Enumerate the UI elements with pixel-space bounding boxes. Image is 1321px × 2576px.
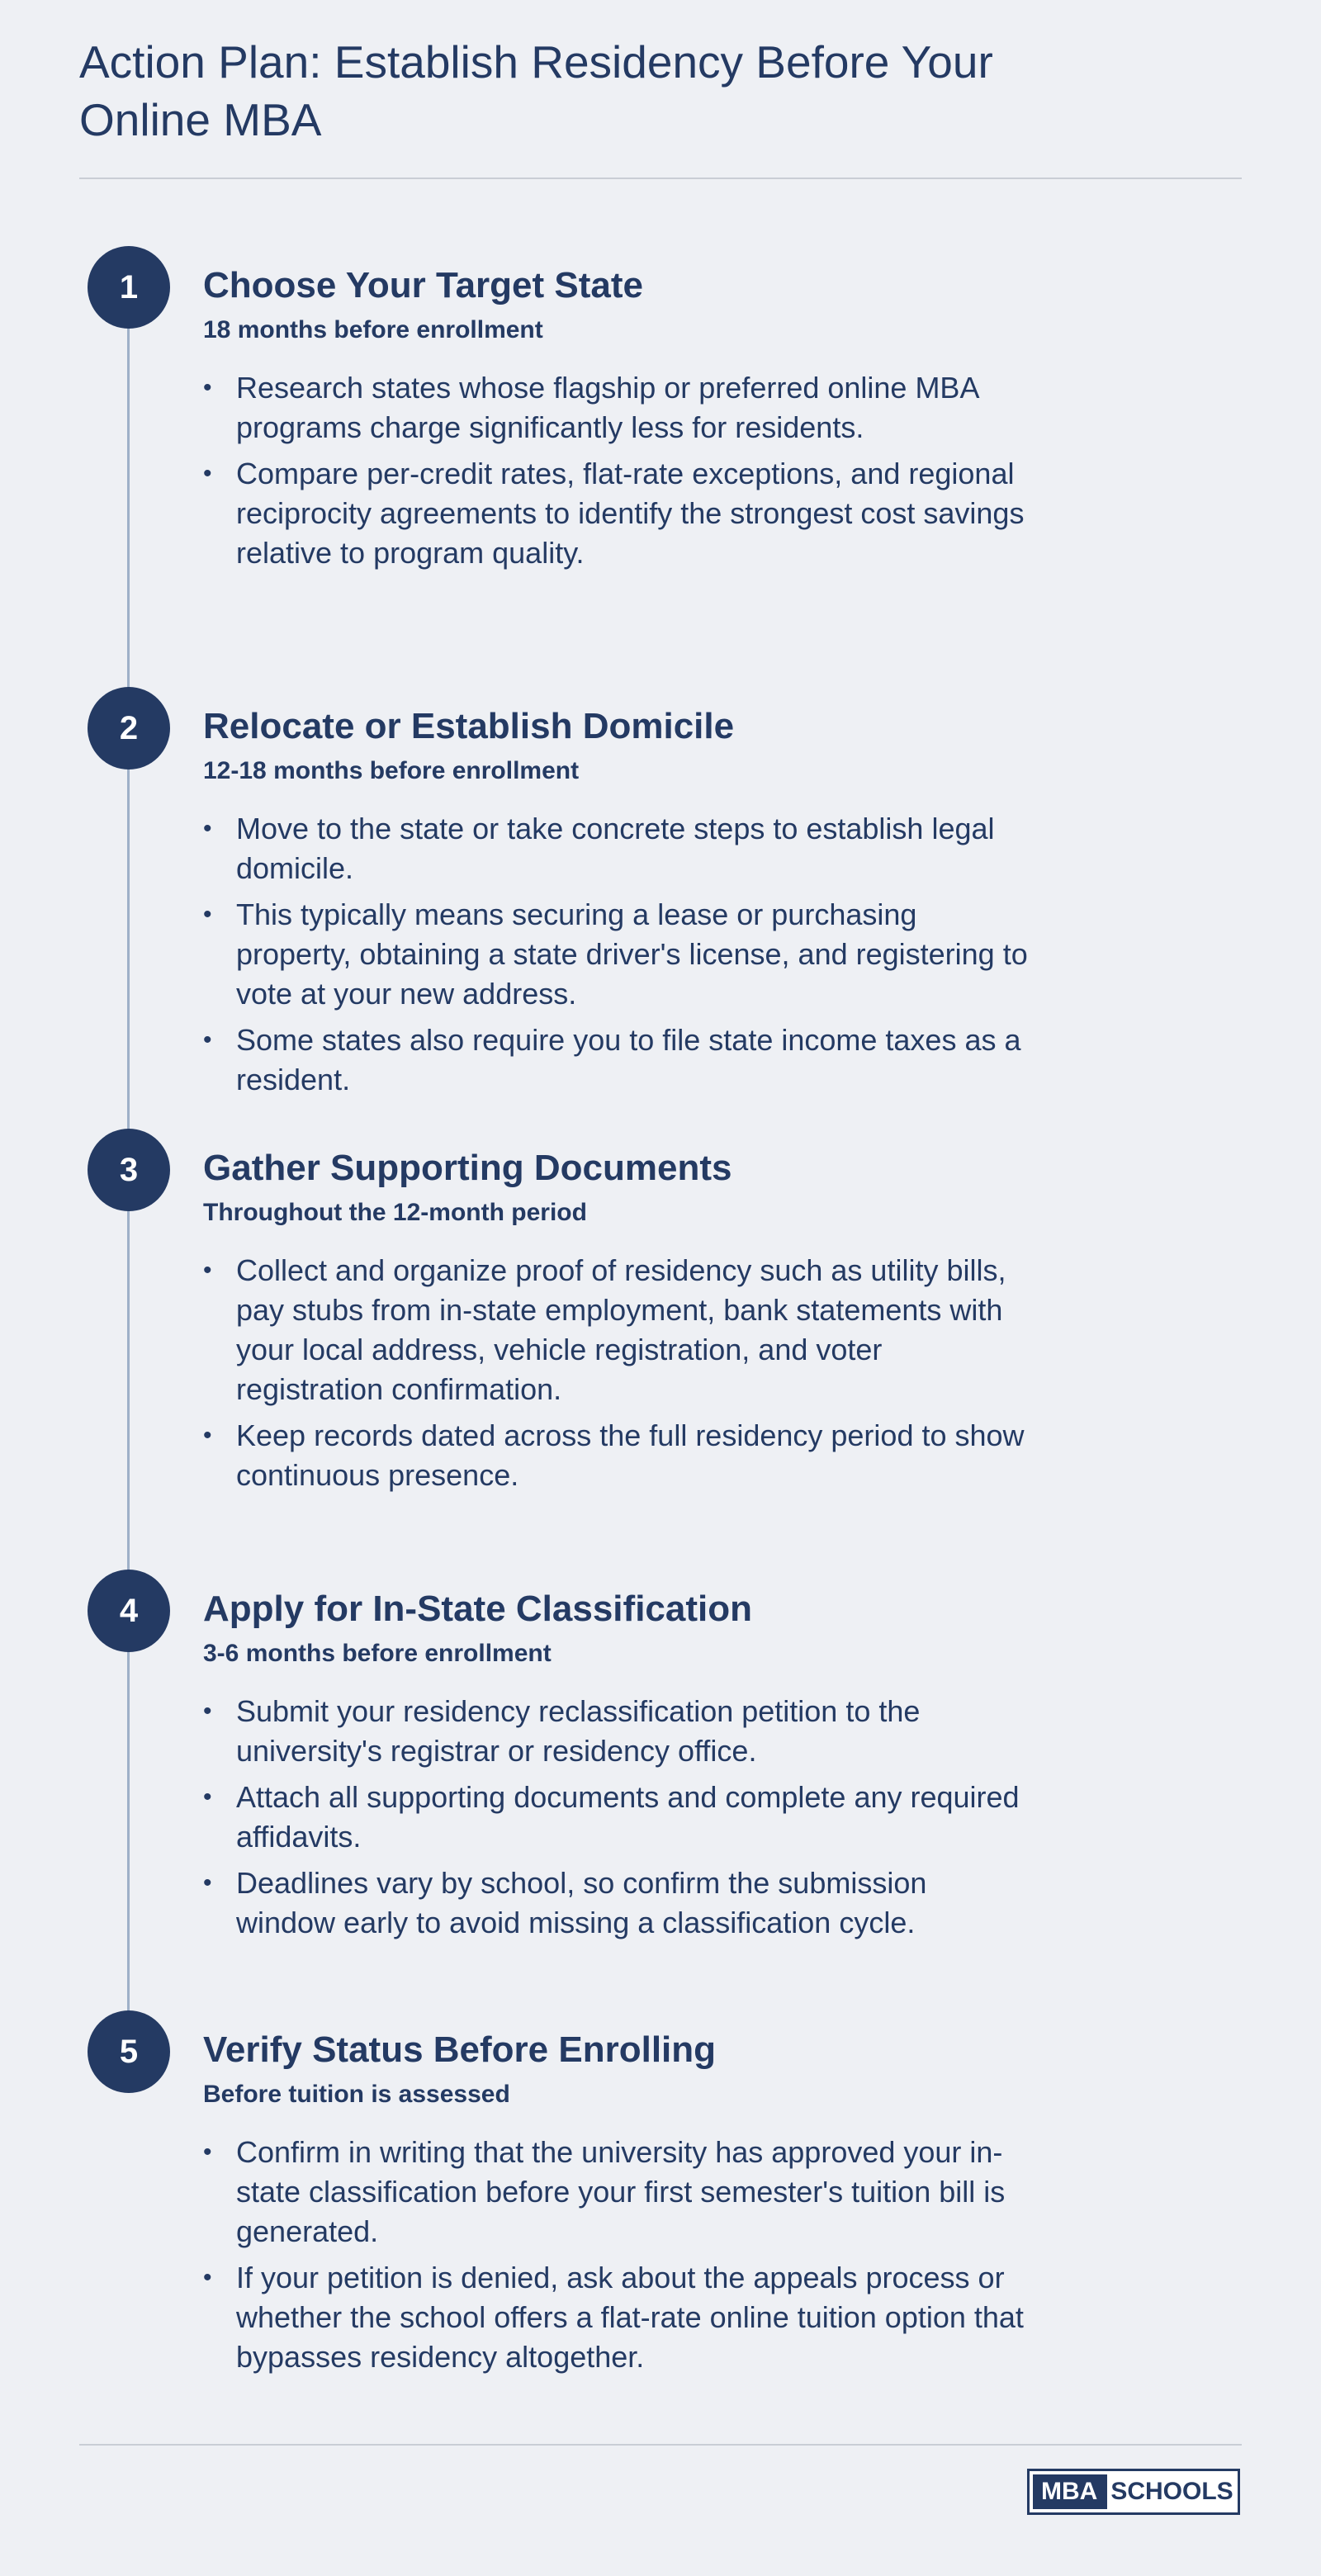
- step-bullet-list: [203, 809, 1029, 1106]
- step-bullet: • Collect and organize proof of residency such as utility bills, pay stubs from in-state employment, bank statements with your local address, vehicle registration, and voter registration confirmation.: [203, 1251, 1029, 1409]
- step-bullet: • Research states whose flagship or preferred online MBA programs charge significantly less for residents.: [203, 368, 1029, 447]
- logo-schools-text: SCHOOLS: [1110, 2478, 1233, 2505]
- step-bullet: • Deadlines vary by school, so confirm the submission window early to avoid missing a classification cycle.: [203, 1863, 1029, 1943]
- step-timing: 18 months before enrollment: [203, 316, 543, 343]
- step-title: Verify Status Before Enrolling: [203, 2029, 717, 2070]
- step-bullet: • Some states also require you to file state income taxes as a resident.: [203, 1020, 1029, 1100]
- step-number-badge: 1: [88, 246, 170, 329]
- step-bullet-list: [203, 2133, 1029, 2384]
- step-number-badge: 2: [88, 687, 170, 769]
- step-timing: 12-18 months before enrollment: [203, 757, 580, 784]
- step-title: Apply for In-State Classification: [203, 1589, 752, 1629]
- step-timing: Throughout the 12-month period: [203, 1199, 587, 1226]
- mba-schools-logo: [1027, 2469, 1240, 2515]
- step-bullet: • This typically means securing a lease or purchasing property, obtaining a state driver's license, and registering to vote at your new address.: [203, 895, 1029, 1014]
- step-number-badge: 4: [88, 1570, 170, 1652]
- step-timing: 3-6 months before enrollment: [203, 1640, 552, 1667]
- step-bullet: • Confirm in writing that the university has approved your in-state classification before your first semester's tuition bill is generated.: [203, 2133, 1029, 2252]
- step-bullet: • Submit your residency reclassification petition to the university's registrar or residency office.: [203, 1692, 1029, 1771]
- step-title: Gather Supporting Documents: [203, 1148, 732, 1188]
- step-bullet: • Keep records dated across the full residency period to show continuous presence.: [203, 1416, 1029, 1495]
- step-number-badge: 5: [88, 2010, 170, 2093]
- step-bullet: • Compare per-credit rates, flat-rate exceptions, and regional reciprocity agreements to identify the strongest cost savings relative to program quality.: [203, 454, 1029, 573]
- step-timing: Before tuition is assessed: [203, 2081, 510, 2108]
- header-divider: [79, 178, 1242, 179]
- step-title: Choose Your Target State: [203, 265, 643, 305]
- step-bullet-list: [203, 1251, 1029, 1502]
- step-bullet: • If your petition is denied, ask about the appeals process or whether the school offers a flat-rate online tuition option that bypasses residency altogether.: [203, 2258, 1029, 2377]
- footer-divider: [79, 2444, 1242, 2446]
- step-number-badge: 3: [88, 1129, 170, 1211]
- page-title: Action Plan: Establish Residency Before Your Online MBA: [79, 36, 993, 145]
- step-bullet: • Attach all supporting documents and complete any required affidavits.: [203, 1778, 1029, 1857]
- step-bullet-list: [203, 1692, 1029, 1949]
- step-bullet: • Move to the state or take concrete steps to establish legal domicile.: [203, 809, 1029, 888]
- step-bullet-list: [203, 368, 1029, 580]
- step-title: Relocate or Establish Domicile: [203, 706, 735, 746]
- logo-mba-text: MBA: [1033, 2474, 1107, 2509]
